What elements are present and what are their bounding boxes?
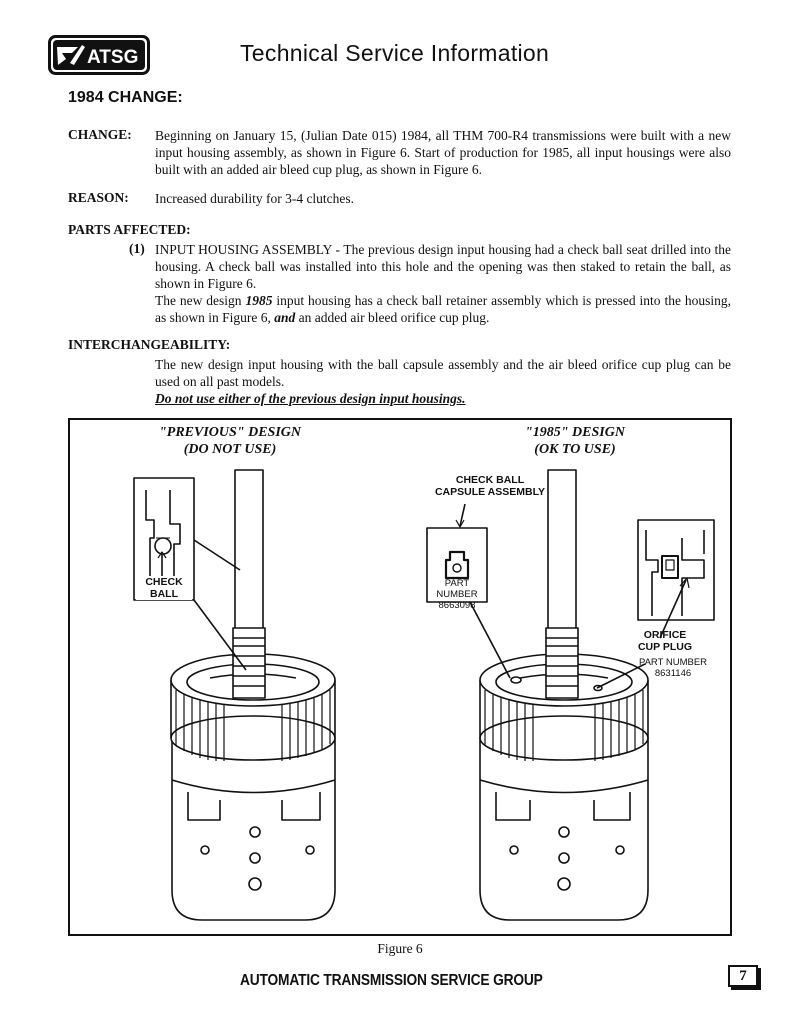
section-heading: 1984 CHANGE: [68,89,183,106]
capsule-callout [420,474,560,498]
item-number: (1) [129,241,145,256]
previous-design-title: "PREVIOUS" DESIGN [159,425,301,440]
logo-text: ATSG [87,47,139,68]
page-number: 7 [728,965,758,987]
new-design-note: (OK TO USE) [534,442,616,457]
emphasis-and: and [274,310,296,325]
parts-affected-paragraph-2 [155,292,731,326]
orifice-label-2: CUP PLUG [637,641,693,653]
orifice-part-number [630,657,716,679]
interchangeability-text [155,356,731,407]
text-run: an added air bleed orifice cup plug. [295,310,490,325]
capsule-part-number-label: PART NUMBER [436,578,478,600]
check-ball-label-1: CHECK [145,576,183,588]
reason-label: REASON: [68,190,129,205]
atsg-logo [48,35,150,75]
previous-design-heading [145,424,315,458]
capsule-part-number-value: 8663098 [438,600,476,611]
header-title: Technical Service Information [240,40,550,66]
capsule-label-1: CHECK BALL [455,474,525,486]
new-design-title: "1985" DESIGN [525,425,625,440]
parts-affected-label: PARTS AFFECTED: [68,222,191,237]
capsule-label-2: CAPSULE ASSEMBLY [434,486,546,498]
previous-design-housing [134,470,335,920]
reason-text: Increased durability for 3-4 clutches. [155,191,355,206]
previous-design-note: (DO NOT USE) [183,442,277,457]
parts-affected-text [155,241,731,326]
check-ball-callout [136,576,192,600]
text-run: The new design [155,293,246,308]
emphasis-1985: 1985 [245,293,273,308]
parts-affected-paragraph-1: INPUT HOUSING ASSEMBLY - The previous design input housing had a check ball seat drilled into the housing. A check ball was installed into this hole and the opening was then staked to retain the ball, as shown in Figure 6. [155,242,731,291]
orifice-label-1: ORIFICE [643,629,687,641]
1985-design-housing [427,470,714,920]
new-design-heading [490,424,660,458]
text-run: input housing has a check ball retainer assembly which is pressed into the housing, as shown in Figure 6, [155,293,732,325]
figure-caption: Figure 6 [377,941,423,956]
change-label: CHANGE: [68,127,132,142]
footer-text: AUTOMATIC TRANSMISSION SERVICE GROUP [240,972,543,989]
orifice-callout [630,629,700,653]
interchangeability-label: INTERCHANGEABILITY: [68,337,231,352]
change-text: Beginning on January 15, (Julian Date 015) 1984, all THM 700-R4 transmissions were built with a new input housing assembly, as shown in Figure 6. Start of production for 1985, all input housings were also built with an added air bleed cup plug, as shown in Figure 6. [155,128,731,177]
figure-6 [68,418,732,936]
orifice-part-number-label: PART NUMBER [638,657,708,668]
orifice-part-number-value: 8631146 [654,668,692,679]
interchangeability-paragraph: The new design input housing with the ball capsule assembly and the air bleed orifice cup plug can be used on all past models. [155,357,731,389]
check-ball-label-2: BALL [150,588,178,600]
capsule-part-number [426,578,488,611]
interchangeability-warning: Do not use either of the previous design input housings. [155,391,466,406]
